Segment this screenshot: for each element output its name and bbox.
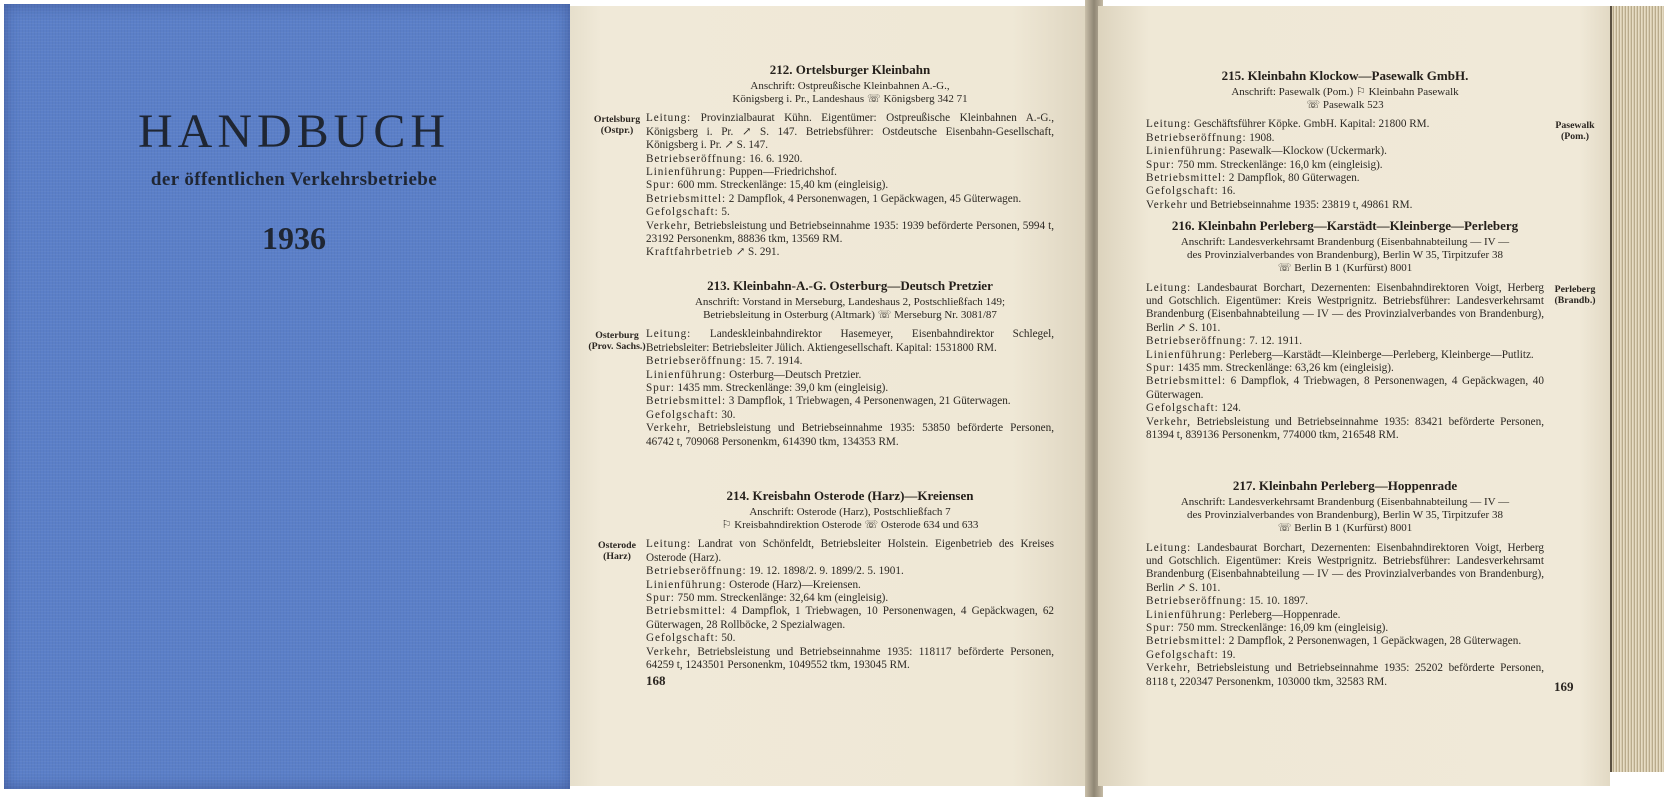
address-line: ⚐ Kreisbahndirektion Osterode ☏ Osterode 634 und 633	[721, 519, 979, 532]
line-key: Spur:	[1146, 158, 1175, 171]
line-text: Osterburg—Deutsch Pretzier.	[729, 368, 862, 381]
line-text: 124.	[1221, 402, 1241, 415]
entry-line	[1146, 402, 1544, 415]
line-key: Verkehr,	[646, 219, 691, 232]
entry-address	[646, 296, 1054, 322]
line-text: Landesbaurat Borchart, Dezernenten: Eisenbahndirektoren Voigt, Herberg und Gotschlich. Eigentümer: Kreis Westprignitz. Betriebsführer: Landesverkehrsamt Brandenburg (Eisenbahnabteilung — IV — des Provinzialverbandes von Brandenburg), Berlin ↗ S. 101.	[1146, 541, 1545, 594]
entry-line	[646, 206, 1054, 219]
line-key: Verkehr,	[646, 422, 691, 435]
line-text: 15. 10. 1897.	[1249, 595, 1309, 608]
entry-line	[646, 328, 1054, 355]
line-key: Betriebseröffnung:	[646, 152, 747, 165]
entry-body	[646, 112, 1054, 259]
line-key: Verkehr,	[646, 645, 691, 658]
line-text: 600 mm. Streckenlänge: 15,40 km (eingleisig).	[677, 179, 889, 192]
line-text: 1908.	[1249, 131, 1275, 144]
location-label-line: (Harz)	[603, 551, 631, 562]
address-line: ☏ Berlin B 1 (Kurfürst) 8001	[1277, 262, 1413, 275]
line-key: Spur:	[646, 382, 675, 395]
location-label-line: Perleberg	[1554, 284, 1596, 295]
line-key: Gefolgschaft:	[646, 632, 719, 645]
line-key: Spur:	[646, 179, 675, 192]
line-key: Linienführung:	[646, 368, 727, 381]
entry-line	[1146, 335, 1544, 348]
open-book	[570, 0, 1664, 797]
location-label	[584, 330, 650, 352]
line-key: Leitung:	[646, 538, 692, 551]
location-label-line: Osterburg	[595, 330, 639, 341]
entry-address	[1146, 236, 1544, 276]
address-line: ☏ Berlin B 1 (Kurfürst) 8001	[1277, 522, 1413, 535]
entry-address	[1146, 86, 1544, 112]
entry-line	[646, 112, 1054, 152]
entry-address	[1146, 496, 1544, 536]
line-key: Spur:	[1146, 362, 1175, 375]
railway-entry	[1146, 218, 1544, 442]
line-text: 15. 7. 1914.	[749, 355, 803, 368]
entry-title: 213. Kleinbahn-A.-G. Osterburg—Deutsch Pretzier	[707, 278, 993, 293]
railway-entry	[646, 278, 1054, 449]
entry-body	[646, 328, 1054, 449]
line-key: Linienführung:	[646, 166, 727, 179]
address-line: Anschrift: Pasewalk (Pom.) ⚐ Kleinbahn Pasewalk	[1231, 86, 1459, 98]
entry-line	[646, 605, 1054, 632]
line-key: Betriebsmittel:	[646, 192, 726, 205]
line-text: Perleberg—Hoppenrade.	[1229, 608, 1341, 621]
location-label-line: Pasewalk	[1555, 120, 1595, 131]
entry-body	[646, 538, 1054, 672]
line-key: Linienführung:	[646, 578, 727, 591]
book-cover	[4, 4, 570, 789]
address-line: ☏ Pasewalk 523	[1306, 99, 1384, 112]
line-text: 16.	[1221, 185, 1236, 198]
line-key: Gefolgschaft:	[1146, 185, 1219, 198]
line-text: 750 mm. Streckenlänge: 16,0 km (eingleisig).	[1177, 158, 1383, 171]
line-key: Leitung:	[646, 328, 692, 341]
line-key: Betriebseröffnung:	[646, 565, 747, 578]
entry-body	[1146, 282, 1544, 443]
line-text: Osterode (Harz)—Kreiensen.	[729, 578, 861, 591]
line-key: Linienführung:	[1146, 145, 1227, 158]
address-line: des Provinzialverbandes von Brandenburg), Berlin W 35, Tirpitzufer 38	[1187, 249, 1503, 262]
entry-line	[646, 646, 1054, 673]
line-text: 2 Dampflok, 2 Personenwagen, 1 Gepäckwagen, 28 Güterwagen.	[1228, 635, 1522, 648]
line-text: Perleberg—Karstädt—Kleinberge—Perleberg, Kleinberge—Putlitz.	[1229, 348, 1534, 361]
address-line: des Provinzialverbandes von Brandenburg), Berlin W 35, Tirpitzufer 38	[1187, 509, 1503, 522]
entry-line	[1146, 118, 1544, 131]
line-text: Pasewalk—Klockow (Uckermark).	[1229, 145, 1387, 158]
entry-line	[646, 220, 1054, 247]
entry-line	[646, 565, 1054, 578]
location-label-line: (Ostpr.)	[600, 125, 634, 136]
location-label-line: Ortelsburg	[593, 114, 641, 125]
line-key: Leitung:	[646, 112, 692, 125]
address-line: Anschrift: Landesverkehrsamt Brandenburg (Eisenbahnabteilung — IV —	[1180, 496, 1510, 508]
line-text: 1435 mm. Streckenlänge: 63,26 km (eingleisig).	[1177, 362, 1394, 375]
entry-line	[646, 579, 1054, 592]
entry-line	[646, 395, 1054, 408]
page-number: 169	[1554, 679, 1574, 694]
location-label	[1544, 120, 1606, 142]
entry-line	[1146, 185, 1544, 198]
line-text: 4 Dampflok, 1 Triebwagen, 10 Personenwagen, 4 Gepäckwagen, 62 Güterwagen, 28 Rollböcke, 2 Spezialwagen.	[646, 605, 1055, 631]
entry-line	[1146, 649, 1544, 662]
entry-line	[646, 632, 1054, 645]
line-text: Betriebsleistung und Betriebseinnahme 1935: 83421 beförderte Personen, 81394 t, 839136 Personenkm, 774000 tkm, 216548 RM.	[1146, 415, 1544, 442]
entry-line	[1146, 622, 1544, 635]
location-label	[584, 540, 650, 562]
line-key: Spur:	[1146, 622, 1175, 635]
line-key: Verkehr,	[1146, 415, 1191, 428]
location-label-line: (Brandb.)	[1554, 295, 1596, 306]
entry-line	[1146, 609, 1544, 622]
line-text: Provinzialbaurat Kühn. Eigentümer: Ostpreußische Kleinbahnen A.-G., Königsberg i. Pr. ↗ S. 147. Betriebsführer: Ostdeutsche Eisenbahn-Gesellschaft, Königsberg i. Pr. ↗ S. 147.	[646, 112, 1054, 152]
entry-line	[646, 538, 1054, 565]
line-text: Landesbaurat Borchart, Dezernenten: Eisenbahndirektoren Voigt, Herberg und Gotschlich. Eigentümer: Kreis Westprignitz. Betriebsführer: Landesverkehrsamt Brandenburg (Eisenbahnabteilung — IV — des Provinzialverbandes von Brandenburg), Berlin ↗ S. 101.	[1146, 281, 1545, 334]
entry-line	[1146, 542, 1544, 596]
address-line: Betriebsleitung in Osterburg (Altmark) ☏ Merseburg Nr. 3081/87	[703, 309, 997, 322]
line-text: 750 mm. Streckenlänge: 16,09 km (eingleisig).	[1177, 622, 1389, 635]
line-text: Betriebsleistung und Betriebseinnahme 1935: 118117 beförderte Personen, 64259 t, 1243501 Personenkm, 1049552 tkm, 193045 RM.	[646, 645, 1055, 672]
line-text: 30.	[721, 408, 736, 421]
railway-entry	[646, 62, 1054, 260]
location-label-line: (Prov. Sachs.)	[588, 341, 646, 352]
line-key: Leitung:	[1146, 541, 1192, 554]
line-key: Gefolgschaft:	[1146, 648, 1219, 661]
page-number: 168	[646, 673, 666, 688]
line-key: Betriebsmittel:	[646, 395, 726, 408]
line-text: 16. 6. 1920.	[749, 152, 803, 165]
entry-title: 216. Kleinbahn Perleberg—Karstädt—Kleinberge—Perleberg	[1171, 218, 1519, 233]
left-page	[570, 6, 1090, 786]
line-key: Betriebseröffnung:	[1146, 131, 1247, 144]
entry-line	[1146, 662, 1544, 689]
entry-address	[646, 506, 1054, 532]
address-line: Königsberg i. Pr., Landeshaus ☏ Königsberg 342 71	[732, 93, 968, 106]
entry-line	[646, 369, 1054, 382]
line-text: 3 Dampflok, 1 Triebwagen, 4 Personenwagen, 21 Güterwagen.	[728, 395, 1011, 408]
entry-body	[1146, 118, 1544, 212]
line-key: Verkehr	[1146, 198, 1188, 211]
entry-title: 214. Kreisbahn Osterode (Harz)—Kreiensen	[726, 488, 974, 503]
address-line: Anschrift: Ostpreußische Kleinbahnen A.-G.,	[750, 80, 950, 92]
line-key: Betriebseröffnung:	[646, 355, 747, 368]
line-text: 7. 12. 1911.	[1249, 335, 1303, 348]
entry-line	[1146, 635, 1544, 648]
location-label-line: Osterode	[598, 540, 636, 551]
line-key: Betriebsmittel:	[1146, 172, 1226, 185]
line-text: ↗ S. 291.	[735, 246, 780, 259]
page-edges	[1610, 6, 1664, 772]
line-text: 5.	[721, 206, 730, 219]
line-text: Landeskleinbahndirektor Hasemeyer, Eisenbahndirektor Schlegel, Betriebsleiter: Betriebsleiter Jülich. Aktiengesellschaft. Kapital: 1531800 RM.	[646, 328, 1054, 354]
entry-line	[646, 355, 1054, 368]
entry-line	[1146, 362, 1544, 375]
line-text: 2 Dampflok, 4 Personenwagen, 1 Gepäckwagen, 45 Güterwagen.	[728, 192, 1022, 205]
line-key: Betriebsmittel:	[1146, 635, 1226, 648]
line-text: 750 mm. Streckenlänge: 32,64 km (eingleisig).	[677, 592, 889, 605]
entry-line	[646, 422, 1054, 449]
entry-line	[1146, 172, 1544, 185]
line-text: Betriebsleistung und Betriebseinnahme 1935: 25202 beförderte Personen, 8118 t, 220347 Personenkm, 103000 tkm, 32583 RM.	[1146, 662, 1544, 688]
line-text: Landrat von Schönfeldt, Betriebsleiter Holstein. Eigenbetrieb des Kreises Osterode (Harz).	[646, 538, 1054, 564]
cover-subtitle: der öffentlichen Verkehrsbetriebe	[150, 169, 438, 190]
line-key: Betriebsmittel:	[646, 605, 726, 618]
line-text: 1435 mm. Streckenlänge: 39,0 km (eingleisig).	[677, 382, 889, 395]
entry-line	[1146, 375, 1544, 402]
cover-title: HANDBUCH	[137, 105, 450, 158]
entry-line	[1146, 349, 1544, 362]
line-text: Puppen—Friedrichshof.	[729, 166, 837, 179]
line-key: Linienführung:	[1146, 348, 1227, 361]
line-text: Betriebsleistung und Betriebseinnahme 1935: 1939 beförderte Personen, 5994 t, 23192 Personenkm, 88836 tkm, 13569 RM.	[646, 219, 1054, 246]
entry-line	[1146, 282, 1544, 336]
entry-line	[646, 382, 1054, 395]
line-key: Linienführung:	[1146, 608, 1227, 621]
line-text: 50.	[721, 632, 736, 645]
entry-line	[646, 166, 1054, 179]
entry-line	[1146, 145, 1544, 158]
location-label	[1544, 284, 1606, 306]
entry-line	[646, 592, 1054, 605]
line-text: Betriebsleistung und Betriebseinnahme 1935: 53850 beförderte Personen, 46742 t, 709068 Personenkm, 614390 tkm, 134353 RM.	[646, 422, 1054, 448]
line-key: Kraftfahrbetrieb	[646, 246, 734, 259]
entry-line	[646, 153, 1054, 166]
right-page	[1098, 6, 1610, 786]
entry-title: 217. Kleinbahn Perleberg—Hoppenrade	[1232, 478, 1458, 493]
entry-line	[646, 246, 1054, 259]
line-key: Betriebsmittel:	[1146, 375, 1226, 388]
address-line: Anschrift: Vorstand in Merseburg, Landeshaus 2, Postschließfach 149;	[694, 296, 1006, 308]
cover-year: 1936	[262, 220, 326, 256]
entry-line	[1146, 199, 1544, 212]
line-key: Gefolgschaft:	[646, 408, 719, 421]
entry-line	[1146, 416, 1544, 443]
line-text: 6 Dampflok, 4 Triebwagen, 8 Personenwagen, 4 Gepäckwagen, 40 Güterwagen.	[1146, 375, 1544, 401]
location-label-line: (Pom.)	[1560, 131, 1590, 142]
address-line: Anschrift: Osterode (Harz), Postschließfach 7	[749, 506, 951, 518]
line-text: und Betriebseinnahme 1935: 23819 t, 49861 RM.	[1190, 198, 1413, 211]
line-key: Gefolgschaft:	[1146, 402, 1219, 415]
line-key: Leitung:	[1146, 281, 1192, 294]
entry-line	[1146, 132, 1544, 145]
entry-address	[646, 80, 1054, 106]
line-key: Spur:	[646, 592, 675, 605]
line-key: Gefolgschaft:	[646, 206, 719, 219]
railway-entry	[1146, 68, 1544, 212]
entry-line	[646, 193, 1054, 206]
entry-title: 212. Ortelsburger Kleinbahn	[769, 62, 931, 77]
entry-title: 215. Kleinbahn Klockow—Pasewalk GmbH.	[1221, 68, 1469, 83]
line-key: Betriebseröffnung:	[1146, 595, 1247, 608]
entry-line	[646, 179, 1054, 192]
line-text: 19.	[1221, 648, 1236, 661]
line-key: Betriebseröffnung:	[1146, 335, 1247, 348]
address-line: Anschrift: Landesverkehrsamt Brandenburg (Eisenbahnabteilung — IV —	[1180, 236, 1510, 248]
entry-line	[1146, 595, 1544, 608]
location-label	[584, 114, 650, 136]
railway-entry	[646, 488, 1054, 672]
line-text: 2 Dampflok, 80 Güterwagen.	[1228, 172, 1360, 185]
line-text: Geschäftsführer Köpke. GmbH. Kapital: 21800 RM.	[1193, 118, 1430, 131]
entry-line	[1146, 159, 1544, 172]
entry-body	[1146, 542, 1544, 689]
railway-entry	[1146, 478, 1544, 689]
line-key: Verkehr,	[1146, 662, 1191, 675]
entry-line	[646, 409, 1054, 422]
line-text: 19. 12. 1898/2. 9. 1899/2. 5. 1901.	[749, 565, 904, 578]
line-key: Leitung:	[1146, 118, 1192, 131]
